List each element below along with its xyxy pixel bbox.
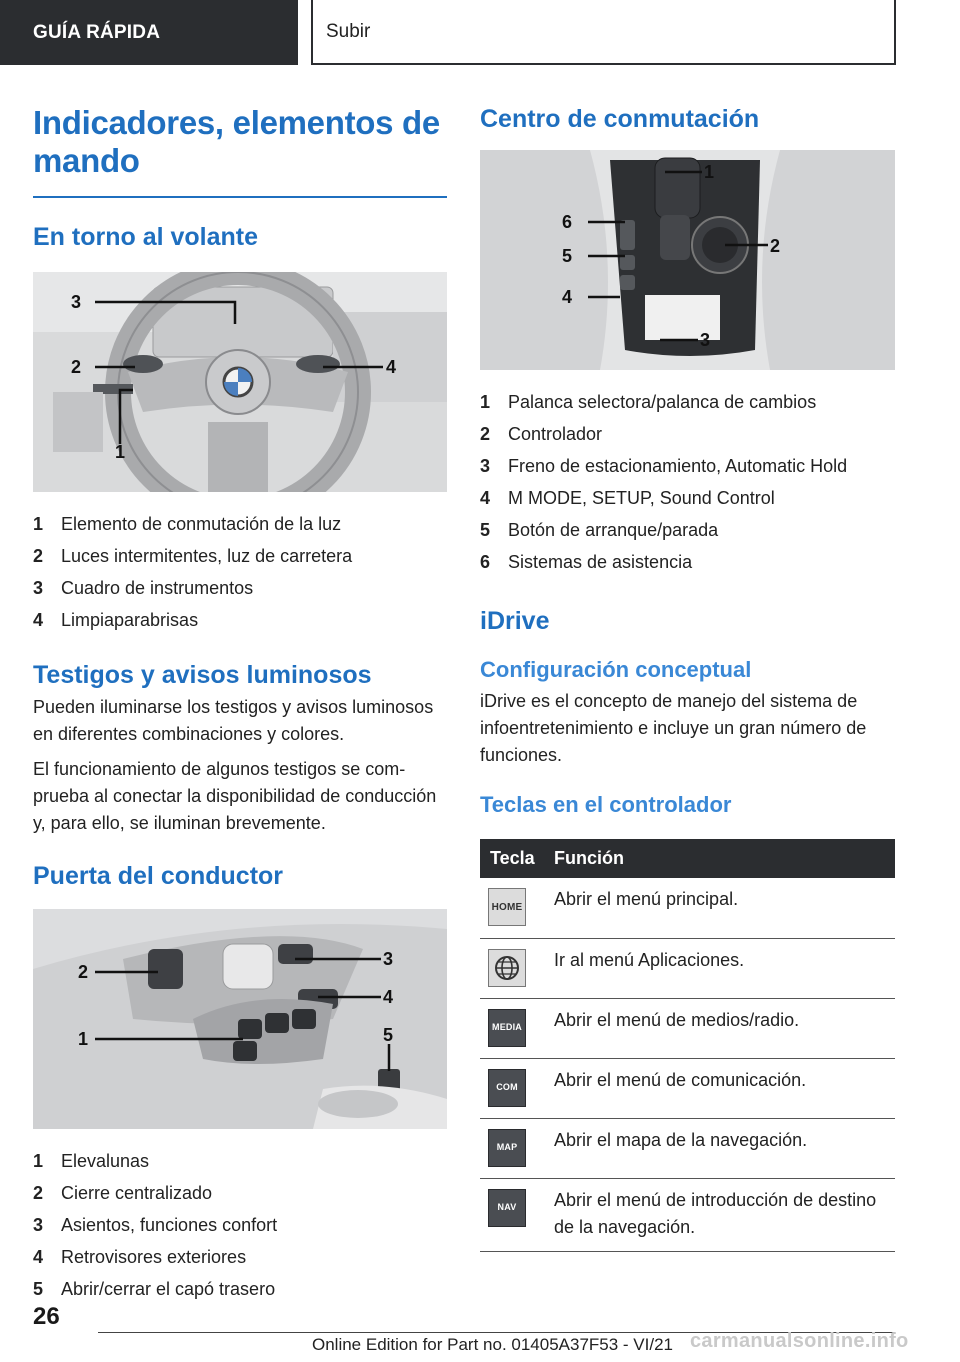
page-number: 26 [33, 1303, 60, 1330]
list-item: 6 Sistemas de asistencia [480, 552, 693, 572]
steering-label-4: 4 [386, 357, 397, 377]
console-label-5: 5 [562, 246, 573, 266]
steering-wheel-figure [33, 272, 447, 492]
column-header-function: Función [554, 839, 895, 878]
console-label-3: 3 [700, 330, 711, 350]
steering-label-2: 2 [71, 357, 82, 377]
list-item: 2 Cierre centralizado [33, 1183, 213, 1203]
concept-heading: Configuración conceptual [480, 657, 752, 682]
lights-paragraph-1: Pueden iluminarse los testigos y avisos luminosos en diferentes combinaciones y colores. [33, 697, 434, 744]
idrive-heading: iDrive [480, 607, 550, 635]
table-row: MAP Abrir el mapa de la navegación. [480, 1118, 895, 1178]
list-item: 5 Abrir/cerrar el capó trasero [33, 1279, 276, 1299]
console-label-6: 6 [562, 212, 573, 232]
table-row: MEDIA Abrir el menú de medios/radio. [480, 998, 895, 1058]
door-label-5: 5 [383, 1025, 394, 1045]
watermark: carmanualsonline.info [690, 1330, 909, 1352]
keys-heading: Teclas en el controlador [480, 792, 732, 817]
door-label-1: 1 [78, 1029, 89, 1049]
list-item: 3 Freno de estacionamiento, Automatic Hold [480, 456, 848, 476]
door-label-3: 3 [383, 949, 394, 969]
title-rule [33, 196, 447, 198]
page-title: Indicadores, elementos de mando [33, 104, 440, 179]
console-heading: Centro de conmutación [480, 105, 760, 133]
com-key-icon: COM [488, 1069, 526, 1107]
steering-label-1: 1 [115, 442, 126, 462]
table-row: COM Abrir el menú de comunicación. [480, 1058, 895, 1118]
list-item: 5 Botón de arranque/parada [480, 520, 719, 540]
left-column [33, 104, 447, 1305]
lights-heading: Testigos y avisos luminosos [33, 661, 372, 689]
console-legend [480, 386, 895, 578]
steering-heading: En torno al volante [33, 223, 259, 251]
steering-legend [33, 508, 447, 636]
concept-paragraph: iDrive es el concepto de manejo del sistema de infoentretenimiento e incluye un gran número de funciones. [480, 691, 867, 765]
list-item: 4 Retrovisores exteriores [33, 1247, 247, 1267]
door-label-2: 2 [78, 962, 89, 982]
door-legend [33, 1145, 447, 1305]
door-heading: Puerta del conductor [33, 862, 284, 890]
list-item: 3 Asientos, funciones confort [33, 1215, 278, 1235]
list-item: 1 Elevalunas [33, 1151, 150, 1171]
console-label-2: 2 [770, 236, 781, 256]
lights-paragraph-2: El funcionamiento de algunos testigos se comprueba al conectar la disponibilidad de conducción y, para ello, se iluminan brevemente. [33, 759, 437, 833]
list-item: 2 Controlador [480, 424, 603, 444]
globe-icon [493, 954, 521, 982]
home-key-icon: HOME [488, 888, 526, 926]
door-panel-illustration [33, 909, 447, 1129]
center-console-illustration [480, 150, 895, 370]
list-item: 3 Cuadro de instrumentos [33, 578, 254, 598]
list-item: 1 Palanca selectora/palanca de cambios [480, 392, 817, 412]
section-tab[interactable]: GUÍA RÁPIDA [0, 0, 298, 65]
column-header-key: Tecla [480, 839, 554, 878]
media-key-icon: MEDIA [488, 1009, 526, 1047]
table-row: NAV Abrir el menú de introducción de destino de la navegación. [480, 1178, 895, 1251]
up-link[interactable]: Subir [311, 0, 896, 65]
list-item: 4 Limpiaparabrisas [33, 610, 199, 630]
table-row: HOME Abrir el menú principal. [480, 878, 895, 938]
console-label-1: 1 [704, 162, 715, 182]
console-figure [480, 150, 895, 370]
right-column [480, 104, 895, 1252]
door-label-4: 4 [383, 987, 394, 1007]
steering-wheel-illustration [33, 272, 447, 492]
console-label-4: 4 [562, 287, 573, 307]
apps-key-icon [488, 949, 526, 987]
steering-label-3: 3 [71, 292, 82, 312]
map-key-icon: MAP [488, 1129, 526, 1167]
table-row: Ir al menú Aplicaciones. [480, 938, 895, 998]
list-item: 2 Luces intermitentes, luz de carretera [33, 546, 353, 566]
list-item: 4 M MODE, SETUP, Sound Control [480, 488, 775, 508]
door-figure [33, 909, 447, 1129]
list-item: 1 Elemento de conmutación de la luz [33, 514, 342, 534]
controller-keys-table [480, 839, 895, 1252]
table-header-row [480, 839, 895, 878]
nav-key-icon: NAV [488, 1189, 526, 1227]
edition-note: Online Edition for Part no. 01405A37F53 - VI/21 [312, 1335, 674, 1354]
